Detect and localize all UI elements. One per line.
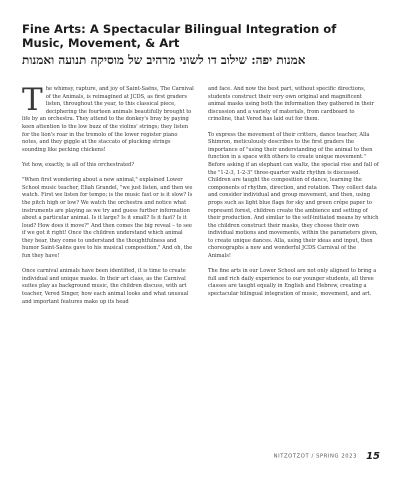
- paragraph: "When first wondering about a new animal," explained Lower School music teacher, Eliah Grandel, "we just listen, and then we watch. First we listen for tempo; is the music fast or is it slow? Is the pitch high or low? We watch the orchestra and notice what instruments are playing as we try and guess further information about a particular animal. Is it large? Is it small? Is it fast? Is it loud? How does it move?" And then comes the big reveal – to see if we got it right! Once the children understand which animal they hear, they come to understand the thoughtfulness and humor Saint-Saëns gave to his musical composition." And oh, the fun they have!: [22, 177, 193, 260]
- publication-label: NITZOTZOT / SPRING 2023: [273, 453, 357, 460]
- paragraph: [22, 82, 194, 154]
- paragraph-text: he whimsy, rapture, and joy of Saint-Saëns, The Carnival of the Animals, is reimagined at JCDS, as first graders listen, throughout the year, to this classical piece, deciphering the fourteen animals beautifully brought to life by an orchestra. They attend to the donkey's bray by paying keen attention to the low buzz of the violins' strings; they listen for the lion's roar in the tremolo of the lower register piano notes, and they giggle at the staccato of plucking strings sounding like pecking chickens!: [22, 86, 194, 153]
- page-footer: [22, 446, 380, 460]
- drop-cap: T: [22, 82, 43, 118]
- article-title: Fine Arts: A Spectacular Bilingual Integration of Music, Movement, & Art: [22, 22, 337, 50]
- paragraph: Once carnival animals have been identified, it is time to create individual and unique masks. In their art class, as the Carnival suites play as background music, the children discuss, with art teacher, Vered Singer, how each animal looks and what unusual and important features make up its head: [22, 268, 189, 305]
- paragraph: and face. And now the best part, without specific directions, students construct their very own original and magnificent animal masks using both the information they gathered in their discussion and a variety of materials, from cardboard to crinoline, that Vered has laid out for them.: [208, 86, 374, 123]
- paragraph: To express the movement of their critters, dance teacher, Alla Shimron, meticulously describes to the first graders the importance of "using their understanding of the animal to then function in a space with others to create unique movement." Before asking if an elephant can waltz, the special rise and fall of the "1-2-3, 1-2-3" three-quarter waltz rhythm is discussed. Children are taught the composition of dance, learning the components of rhythm, direction, and rotation. They collect data and consider individual and group movement, and then, using props such as light blue flags for sky and green crêpe paper to represent forest, children create the ambience and setting of their production. And similar to the self-initiated means by which the children construct their masks, they choose their own individual motions and movements, within the parameters given, to create unique dances. Alla, using their ideas and input, then choreographs a new and wonderful JCDS Carnival of the Animals!: [208, 131, 379, 260]
- paragraph: Yet how, exactly, is all of this orchestrated?: [22, 161, 135, 168]
- paragraph: The fine arts in our Lower School are not only aligned to bring a full and rich daily experience to our younger students, all three classes are taught equally in English and Hebrew, creating a spectacular bilingual integration of music, movement, and art.: [208, 268, 377, 298]
- hebrew-title: אמנות יפה: שילוב דו לשוני מרהיב של מוסיקה תנועה ואמנות: [22, 53, 306, 67]
- page-number: 15: [366, 451, 380, 462]
- right-column: [208, 86, 380, 306]
- left-column: [22, 82, 194, 314]
